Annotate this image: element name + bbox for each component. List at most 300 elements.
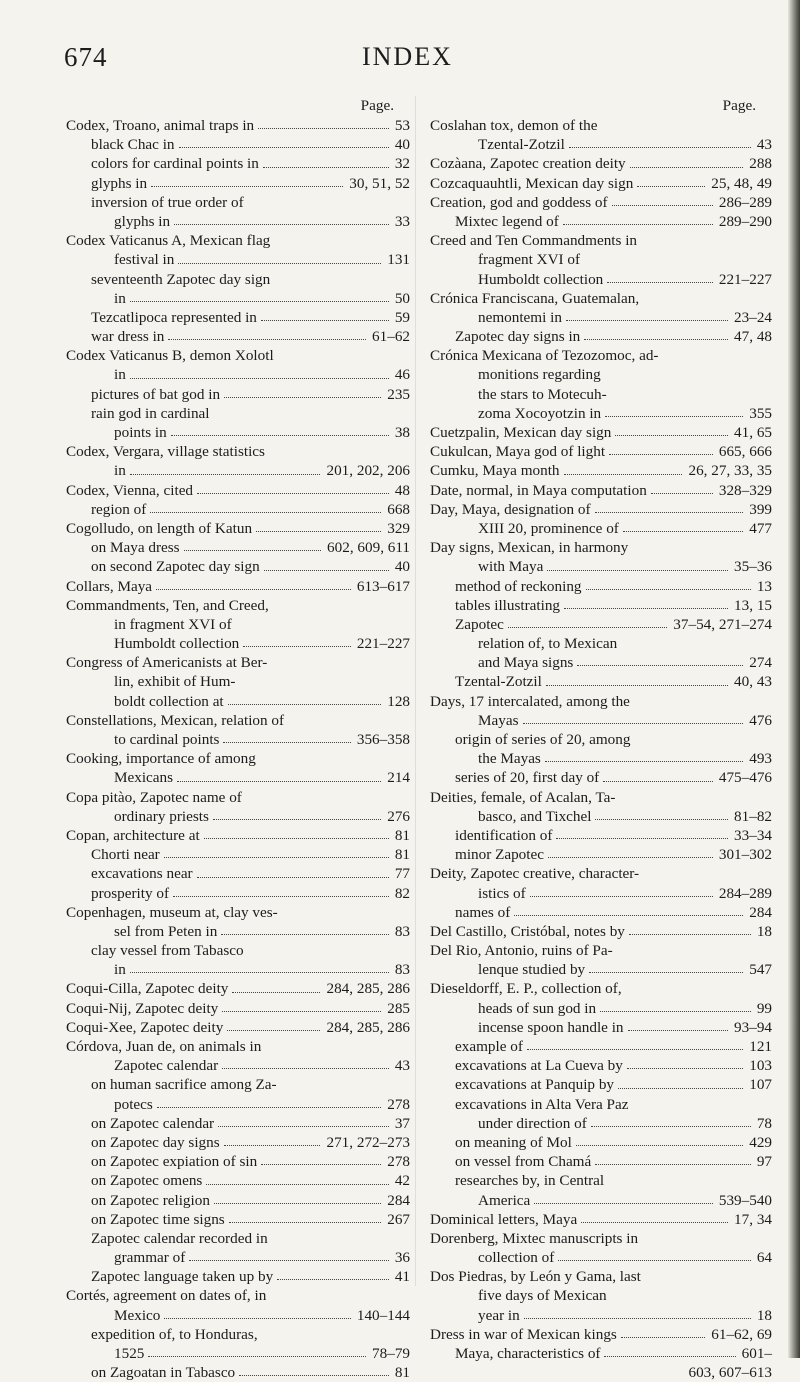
dot-leader	[223, 730, 350, 743]
index-entry	[66, 1267, 410, 1286]
entry-text: Chorti near	[91, 846, 160, 864]
index-entry	[430, 1248, 772, 1267]
dot-leader	[558, 1248, 750, 1261]
entry-text: colors for cardinal points in	[91, 155, 259, 173]
index-entry	[66, 1152, 410, 1171]
page-reference: 284, 285, 286	[326, 1018, 410, 1036]
dot-leader	[506, 1363, 682, 1376]
entry-text: Mixtec legend of	[455, 212, 559, 230]
dot-leader	[630, 154, 744, 167]
dot-leader	[271, 653, 404, 666]
dot-leader	[600, 999, 751, 1012]
index-entry	[430, 653, 772, 672]
entry-text: on Zapotec day signs	[91, 1133, 220, 1151]
index-entry	[430, 519, 772, 538]
index-entry	[66, 481, 410, 500]
index-entry	[66, 1037, 410, 1056]
entry-text: war dress in	[91, 328, 165, 346]
dot-leader	[577, 653, 743, 666]
entry-text: XIII 20, prominence of	[478, 519, 619, 537]
dot-leader	[662, 346, 766, 359]
dot-leader	[157, 1095, 381, 1108]
entry-text: Coslahan tox, demon of the	[430, 117, 598, 134]
dot-leader	[224, 1133, 321, 1146]
page-reference: 30, 51, 52	[349, 174, 410, 192]
index-entry	[430, 826, 772, 845]
page-reference: 201, 202, 206	[326, 462, 410, 480]
dot-leader	[605, 404, 743, 417]
entry-text: Zapotec calendar recorded in	[91, 1229, 268, 1247]
entry-text: tables illustrating	[455, 596, 561, 614]
index-entry	[66, 231, 410, 250]
page-reference: 17, 34	[734, 1210, 772, 1228]
dot-leader	[173, 884, 389, 897]
index-entry	[66, 1248, 410, 1267]
dot-leader	[239, 1363, 389, 1376]
entry-text: identification of	[455, 826, 553, 844]
index-entry	[430, 1210, 772, 1229]
page-reference: 355	[749, 404, 772, 422]
entry-text: on Maya dress	[91, 539, 180, 557]
entry-text: on Zapotec religion	[91, 1191, 210, 1209]
page-reference: 48	[394, 481, 410, 499]
index-entry	[66, 979, 410, 998]
index-entry	[66, 212, 410, 231]
page-reference: 140–144	[356, 1306, 410, 1324]
page-reference: 284, 285, 286	[326, 980, 410, 998]
entry-text: incense spoon handle in	[478, 1018, 624, 1036]
entry-text: origin of series of 20, among	[455, 731, 631, 748]
page-title: INDEX	[362, 42, 453, 71]
dot-leader	[611, 385, 766, 398]
page-reference: 43	[756, 136, 772, 154]
dot-leader	[589, 960, 743, 973]
page-reference: 40	[394, 558, 410, 576]
index-entry	[66, 672, 410, 691]
entry-text: Codex Vaticanus A, Mexican flag	[66, 232, 271, 250]
dot-leader	[130, 365, 389, 378]
entry-text: Day, Maya, designation of	[430, 500, 591, 518]
index-entry	[66, 903, 410, 922]
entry-text: nemontemi in	[478, 308, 562, 326]
index-entry	[430, 711, 772, 730]
page-reference: 475–476	[718, 769, 772, 787]
dot-leader	[274, 270, 404, 283]
entry-text: 1525	[114, 1345, 145, 1362]
entry-text: Commandments, Ten, and Creed,	[66, 596, 269, 614]
index-entry	[66, 960, 410, 979]
entry-text: Zapotec language taken up by	[91, 1268, 274, 1286]
dot-leader	[534, 1191, 713, 1204]
page-reference: 81–82	[734, 807, 772, 825]
page-reference: 25, 48, 49	[711, 174, 772, 192]
dot-leader	[197, 481, 389, 494]
index-entry	[430, 231, 772, 250]
index-entry	[430, 634, 772, 653]
entry-text: in	[114, 462, 126, 480]
dot-leader	[256, 519, 381, 532]
index-entry	[66, 864, 410, 883]
page-reference: 221–227	[718, 270, 772, 288]
index-entry	[430, 749, 772, 768]
dot-leader	[605, 365, 766, 378]
index-entry	[430, 1152, 772, 1171]
entry-text: rain god in cardinal	[91, 404, 210, 422]
dot-leader	[164, 1306, 350, 1319]
dot-leader	[214, 404, 404, 417]
page-reference: 221–227	[356, 635, 410, 653]
entry-text: heads of sun god in	[478, 999, 597, 1017]
index-entry	[430, 404, 772, 423]
index-entry	[430, 500, 772, 519]
index-entry	[430, 461, 772, 480]
entry-text: Cozcaquauhtli, Mexican day sign	[430, 174, 634, 192]
entry-text: Constellations, Mexican, relation of	[66, 711, 285, 729]
entry-text: prosperity of	[91, 884, 170, 902]
index-entry	[430, 174, 772, 193]
entry-text: example of	[455, 1038, 523, 1055]
page-reference: 278	[387, 1153, 410, 1171]
page-reference: 23–24	[734, 308, 772, 326]
dot-leader	[261, 1152, 381, 1165]
index-entry	[66, 788, 410, 807]
entry-text: on meaning of Mol	[455, 1133, 572, 1151]
entry-text: the stars to Motecuh-	[478, 385, 607, 403]
page-reference: 53	[394, 117, 410, 134]
page-reference: 43	[394, 1057, 410, 1075]
page-edge-shadow	[788, 0, 800, 1358]
page-reference: 32	[394, 155, 410, 173]
dot-leader	[229, 1210, 382, 1223]
index-entry	[430, 1344, 772, 1363]
dot-leader	[564, 596, 728, 609]
page-reference: 33	[394, 212, 410, 230]
dot-leader	[281, 1075, 404, 1088]
index-entry	[66, 615, 410, 634]
index-entry	[66, 116, 410, 135]
dot-leader	[258, 116, 389, 129]
dot-leader	[609, 442, 713, 455]
entry-text: and Maya signs	[478, 654, 574, 672]
index-entry	[430, 1114, 772, 1133]
dot-leader	[130, 960, 389, 973]
entry-text: Zapotec	[455, 615, 504, 633]
dot-leader	[651, 481, 713, 494]
page-reference: 603, 607–613	[688, 1364, 772, 1382]
page-reference: 613–617	[356, 577, 410, 595]
dot-leader	[261, 308, 389, 321]
dot-leader	[603, 768, 713, 781]
entry-text: Deities, female, of Acalan, Ta-	[430, 788, 616, 806]
dot-leader	[272, 1229, 404, 1242]
entry-text: under direction of	[478, 1114, 587, 1132]
index-entry	[66, 135, 410, 154]
index-entry	[66, 1018, 410, 1037]
entry-text: Date, normal, in Maya computation	[430, 481, 647, 499]
index-entry	[66, 1191, 410, 1210]
index-entry	[430, 270, 772, 289]
entry-text: America	[478, 1191, 531, 1209]
index-entry	[430, 135, 772, 154]
page-reference: 61–62, 69	[711, 1325, 772, 1343]
entry-text: black Chac in	[91, 136, 175, 154]
page-reference: 78	[756, 1114, 772, 1132]
index-entry	[430, 1191, 772, 1210]
page-reference: 276	[387, 807, 410, 825]
index-entry	[430, 1325, 772, 1344]
page-reference: 477	[749, 519, 772, 537]
dot-leader	[637, 174, 705, 187]
entry-text: Dorenberg, Mixtec manuscripts in	[430, 1229, 639, 1247]
page-reference: 38	[394, 424, 410, 441]
index-entry	[66, 270, 410, 289]
index-entry	[66, 1306, 410, 1325]
page-reference: 61–62	[372, 328, 410, 346]
entry-text: pictures of bat god in	[91, 385, 221, 403]
entry-text: minor Zapotec	[455, 846, 544, 864]
entry-text: on Zapotec time signs	[91, 1210, 225, 1228]
entry-text: excavations at La Cueva by	[455, 1057, 623, 1075]
entry-text: on human sacrifice among Za-	[91, 1076, 277, 1094]
page-reference: 284	[387, 1191, 410, 1209]
page-reference: 301–302	[718, 846, 772, 864]
dot-leader	[277, 1267, 389, 1280]
index-entry	[430, 481, 772, 500]
dot-leader	[601, 116, 766, 129]
dot-leader	[628, 1018, 729, 1031]
dot-leader	[586, 577, 751, 590]
index-entry	[430, 903, 772, 922]
entry-text: Coqui-Nij, Zapotec deity	[66, 999, 219, 1017]
index-entry	[66, 768, 410, 787]
entry-text: region of	[91, 500, 147, 518]
dot-leader	[527, 1037, 743, 1050]
dot-leader	[612, 193, 713, 206]
dot-leader	[584, 250, 766, 263]
page-reference: 128	[387, 692, 410, 710]
index-entry	[66, 577, 410, 596]
entry-text: Day signs, Mexican, in harmony	[430, 539, 629, 557]
page-reference: 271, 272–273	[326, 1133, 410, 1151]
page-reference: 81	[394, 826, 410, 844]
index-entry	[66, 442, 410, 461]
dot-leader	[197, 864, 389, 877]
entry-text: Dress in war of Mexican kings	[430, 1325, 617, 1343]
page-column-label: Page.	[360, 97, 394, 114]
page-reference: 18	[756, 1306, 772, 1324]
index-entry	[430, 308, 772, 327]
entry-text: Crónica Franciscana, Guatemalan,	[430, 289, 640, 307]
dot-leader	[632, 1095, 766, 1108]
dot-leader	[634, 692, 766, 705]
dot-leader	[634, 730, 766, 743]
index-entry	[66, 826, 410, 845]
index-entry	[66, 346, 410, 365]
entry-text: fragment XVI of	[478, 251, 581, 269]
entry-text: clay vessel from Tabasco	[91, 942, 244, 960]
entry-text: Codex, Vergara, village statistics	[66, 443, 265, 461]
dot-leader	[206, 1171, 388, 1184]
index-entry	[66, 1171, 410, 1190]
entry-text: Deity, Zapotec creative, character-	[430, 865, 640, 883]
dot-leader	[171, 423, 389, 436]
entry-text: Del Rio, Antonio, ruins of Pa-	[430, 942, 613, 960]
index-entry	[66, 538, 410, 557]
page-reference: 235	[387, 385, 410, 403]
dot-leader	[608, 1171, 766, 1184]
index-entry	[66, 327, 410, 346]
entry-text: inversion of true order of	[91, 193, 244, 211]
dot-leader	[584, 327, 728, 340]
entry-text: ordinary priests	[114, 807, 209, 825]
entry-text: on Zagoatan in Tabasco	[91, 1364, 236, 1382]
index-entry	[430, 1306, 772, 1325]
index-entry	[66, 1363, 410, 1382]
entry-text: researches by, in Central	[455, 1172, 605, 1190]
page-reference: 59	[394, 308, 410, 326]
dot-leader	[581, 1210, 728, 1223]
index-entry	[430, 538, 772, 557]
dot-leader	[278, 346, 404, 359]
dot-leader	[130, 289, 389, 302]
entry-text: relation of, to Mexican	[478, 635, 618, 653]
entry-text: Tzental-Zotzil	[455, 673, 542, 691]
index-entry	[430, 922, 772, 941]
index-entry	[66, 596, 410, 615]
index-entry	[66, 845, 410, 864]
index-entry	[430, 1171, 772, 1190]
index-entry	[430, 250, 772, 269]
index-entry	[66, 1325, 410, 1344]
index-entry	[430, 596, 772, 615]
entry-text: Copan, architecture at	[66, 826, 200, 844]
index-entry	[66, 154, 410, 173]
page-reference: 77	[394, 865, 410, 883]
page-reference: 83	[394, 961, 410, 979]
entry-text: on second Zapotec day sign	[91, 558, 260, 576]
index-entry	[430, 327, 772, 346]
page-reference: 42	[394, 1172, 410, 1190]
dot-leader	[150, 500, 381, 513]
index-entry	[66, 1075, 410, 1094]
index-column-left	[66, 96, 410, 1382]
page-reference: 13, 15	[734, 596, 772, 614]
page-reference: 493	[749, 750, 772, 768]
index-entry	[430, 1075, 772, 1094]
index-entry	[66, 1114, 410, 1133]
entry-text: Maya, characteristics of	[455, 1345, 601, 1362]
entry-text: Cortés, agreement on dates of, in	[66, 1287, 267, 1305]
page-reference: 121	[749, 1038, 772, 1055]
page-reference: 286–289	[718, 193, 772, 211]
entry-text: in fragment XVI of	[114, 615, 232, 633]
index-entry	[430, 1267, 772, 1286]
dot-leader	[224, 385, 381, 398]
index-entry	[66, 250, 410, 269]
page-reference: 41	[394, 1268, 410, 1286]
dot-leader	[168, 327, 366, 340]
entry-text: Codex, Vienna, cited	[66, 481, 194, 499]
page-reference: 284	[749, 903, 772, 921]
page-reference: 81	[394, 846, 410, 864]
dot-leader	[595, 500, 744, 513]
entry-text: series of 20, first day of	[455, 769, 600, 787]
entry-text: with Maya	[478, 558, 544, 576]
page-reference: 214	[387, 769, 410, 787]
dot-leader	[156, 577, 351, 590]
index-entry	[66, 385, 410, 404]
index-entry	[430, 385, 772, 404]
entry-text: in	[114, 366, 126, 384]
page-reference: 274	[749, 654, 772, 672]
dot-leader	[151, 174, 343, 187]
entry-text: Humboldt collection	[478, 270, 604, 288]
dot-leader	[222, 1056, 389, 1069]
entry-text: Cooking, importance of among	[66, 750, 256, 768]
index-entry	[66, 557, 410, 576]
entry-text: Cuetzpalin, Mexican day sign	[430, 424, 612, 441]
dot-leader	[643, 864, 766, 877]
page-reference: 37–54, 271–274	[673, 615, 772, 633]
page-reference: 285	[387, 999, 410, 1017]
dot-leader	[604, 1344, 735, 1357]
index-entry	[430, 1037, 772, 1056]
dot-leader	[269, 442, 404, 455]
page-reference: 97	[756, 1153, 772, 1171]
index-entry	[430, 979, 772, 998]
entry-text: Humboldt collection	[114, 635, 240, 653]
index-entry	[66, 749, 410, 768]
dot-leader	[556, 826, 728, 839]
index-entry	[430, 672, 772, 691]
entry-text: names of	[455, 903, 511, 921]
index-entry	[66, 922, 410, 941]
page-reference: 267	[387, 1210, 410, 1228]
dot-leader	[632, 538, 766, 551]
page-number: 674	[64, 42, 108, 72]
index-entry	[66, 404, 410, 423]
entry-text: points in	[114, 424, 167, 441]
entry-text: Copa pitào, Zapotec name of	[66, 788, 242, 806]
dot-leader	[228, 692, 382, 705]
index-entry	[430, 442, 772, 461]
page-reference: 40	[394, 136, 410, 154]
index-entry	[430, 212, 772, 231]
index-entry	[66, 500, 410, 519]
entry-text: Zapotec calendar	[114, 1057, 219, 1075]
entry-text: Dieseldorff, E. P., collection of,	[430, 980, 622, 998]
page-reference: 329	[387, 519, 410, 537]
page-reference: 83	[394, 922, 410, 940]
dot-leader	[273, 596, 404, 609]
index-entry	[430, 864, 772, 883]
index-entry	[430, 730, 772, 749]
entry-text: excavations at Panquip by	[455, 1076, 615, 1094]
entry-text: Tezcatlipoca represented in	[91, 308, 257, 326]
dot-leader	[214, 1191, 381, 1204]
dot-leader	[248, 193, 404, 206]
dot-leader	[177, 768, 381, 781]
dot-leader	[222, 999, 381, 1012]
entry-text: year in	[478, 1306, 520, 1324]
entry-text: boldt collection at	[114, 692, 224, 710]
page-reference: 26, 27, 33, 35	[688, 462, 772, 480]
page-reference: 37	[394, 1114, 410, 1132]
dot-leader	[130, 461, 321, 474]
dot-leader	[174, 212, 389, 225]
dot-leader	[179, 135, 389, 148]
page-reference: 278	[387, 1095, 410, 1113]
